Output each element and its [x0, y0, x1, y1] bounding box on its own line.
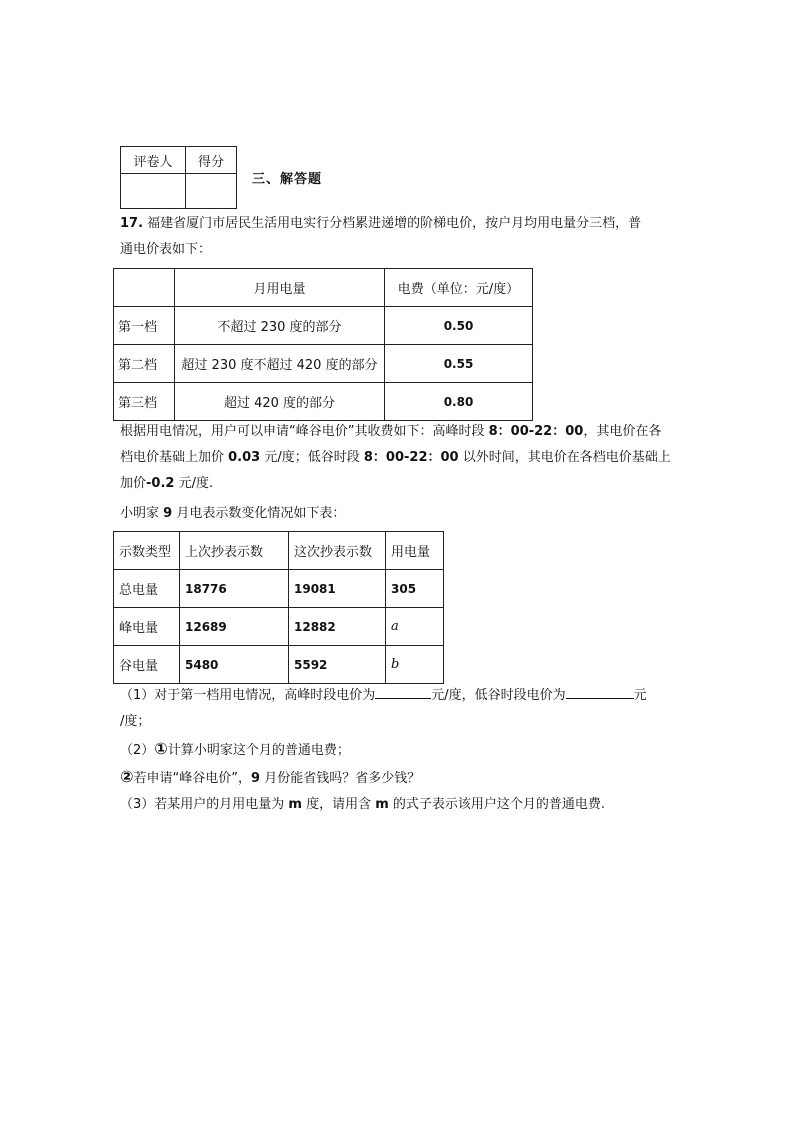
- text: 加价: [120, 476, 147, 491]
- text: 元: [633, 688, 647, 703]
- text: （2）: [120, 743, 155, 758]
- peak-valley-paragraph: [120, 419, 676, 497]
- text: 0.03: [228, 450, 261, 465]
- price-table: [113, 268, 533, 421]
- text: 计算小明家这个月的普通电费；: [167, 743, 350, 758]
- table-cell: 0.80: [385, 383, 533, 421]
- text: 度，请用含: [301, 797, 376, 812]
- part-1: [120, 683, 676, 735]
- text: 档电价基础上加价: [120, 450, 229, 465]
- text: ，其电价在各: [583, 424, 662, 439]
- section-title: 三、解答题: [252, 172, 323, 187]
- question-17-intro: [120, 211, 676, 263]
- text: 8：00-22：00: [488, 424, 584, 439]
- table-cell: 5592: [289, 646, 386, 684]
- text: （1）对于第一档用电情况，高峰时段电价为: [120, 688, 376, 703]
- table-cell: 第一档: [114, 307, 175, 345]
- intro-line-2: 通电价表如下：: [120, 242, 212, 257]
- table-header: 这次抄表示数: [289, 532, 386, 570]
- table-row: [114, 570, 444, 608]
- table-cell: 19081: [289, 570, 386, 608]
- table-cell: 5480: [180, 646, 289, 684]
- text: /度；: [120, 714, 151, 729]
- text: 元/度.: [174, 476, 214, 491]
- reviewer-cell: [121, 174, 186, 209]
- table-cell: a: [386, 608, 444, 646]
- text: 9: [251, 771, 261, 786]
- table-row: [114, 307, 533, 345]
- text: m: [375, 797, 389, 812]
- answer-blank-1[interactable]: [375, 684, 431, 699]
- text: 小明家: [120, 506, 164, 521]
- table-cell: 18776: [180, 570, 289, 608]
- score-label: 得分: [186, 147, 237, 174]
- table-cell: 0.50: [385, 307, 533, 345]
- meter-table: [113, 531, 444, 684]
- table-cell: 总电量: [114, 570, 180, 608]
- table-cell: 第二档: [114, 345, 175, 383]
- table-cell: 峰电量: [114, 608, 180, 646]
- text: （3）若某用户的月用电量为: [120, 797, 289, 812]
- table-cell: 第三档: [114, 383, 175, 421]
- table-header: 月用电量: [175, 269, 385, 307]
- table-cell: 12689: [180, 608, 289, 646]
- text: 的式子表示该用户这个月的普通电费.: [388, 797, 606, 812]
- table-cell: 超过 230 度不超过 420 度的部分: [175, 345, 385, 383]
- reviewer-label: 评卷人: [121, 147, 186, 174]
- text: 根据用电情况，用户可以申请“峰谷电价”其收费如下：高峰时段: [120, 424, 489, 439]
- table-row: [114, 532, 444, 570]
- table-header: 用电量: [386, 532, 444, 570]
- text: 元/度；低谷时段: [260, 450, 364, 465]
- table-cell: 谷电量: [114, 646, 180, 684]
- table-cell: 不超过 230 度的部分: [175, 307, 385, 345]
- part-2: [120, 736, 676, 792]
- table-row: [114, 345, 533, 383]
- text: -0.2: [146, 476, 175, 491]
- table-cell: b: [386, 646, 444, 684]
- text: 8：00-22：00: [363, 450, 459, 465]
- table-header: [114, 269, 175, 307]
- part-3: [120, 792, 676, 818]
- table-row: [114, 383, 533, 421]
- table-row: [114, 608, 444, 646]
- text: m: [288, 797, 302, 812]
- text: 9: [163, 506, 173, 521]
- table-cell: 12882: [289, 608, 386, 646]
- table-row: [114, 269, 533, 307]
- intro-line-1: 福建省厦门市居民生活用电实行分档累进递增的阶梯电价，按户月均用电量分三档，普: [147, 216, 642, 231]
- answer-blank-2[interactable]: [566, 684, 634, 699]
- text: 元/度，低谷时段电价为: [431, 688, 566, 703]
- question-number: 17.: [120, 216, 144, 231]
- table-header: 示数类型: [114, 532, 180, 570]
- table-row: [114, 646, 444, 684]
- score-cell: [186, 174, 237, 209]
- table-cell: 305: [386, 570, 444, 608]
- text: 以外时间，其电价在各档电价基础上: [458, 450, 671, 465]
- table-cell: 超过 420 度的部分: [175, 383, 385, 421]
- table-header: 上次抄表示数: [180, 532, 289, 570]
- text: 月电表示数变化情况如下表：: [172, 506, 346, 521]
- score-box: [120, 146, 237, 209]
- text: 若申请“峰谷电价”，: [133, 771, 252, 786]
- circled-number-1: ①: [154, 739, 168, 758]
- text: 月份能省钱吗？省多少钱？: [260, 771, 421, 786]
- circled-number-2: ②: [120, 767, 134, 786]
- meter-intro: [120, 501, 676, 527]
- table-header: 电费（单位：元/度）: [385, 269, 533, 307]
- table-cell: 0.55: [385, 345, 533, 383]
